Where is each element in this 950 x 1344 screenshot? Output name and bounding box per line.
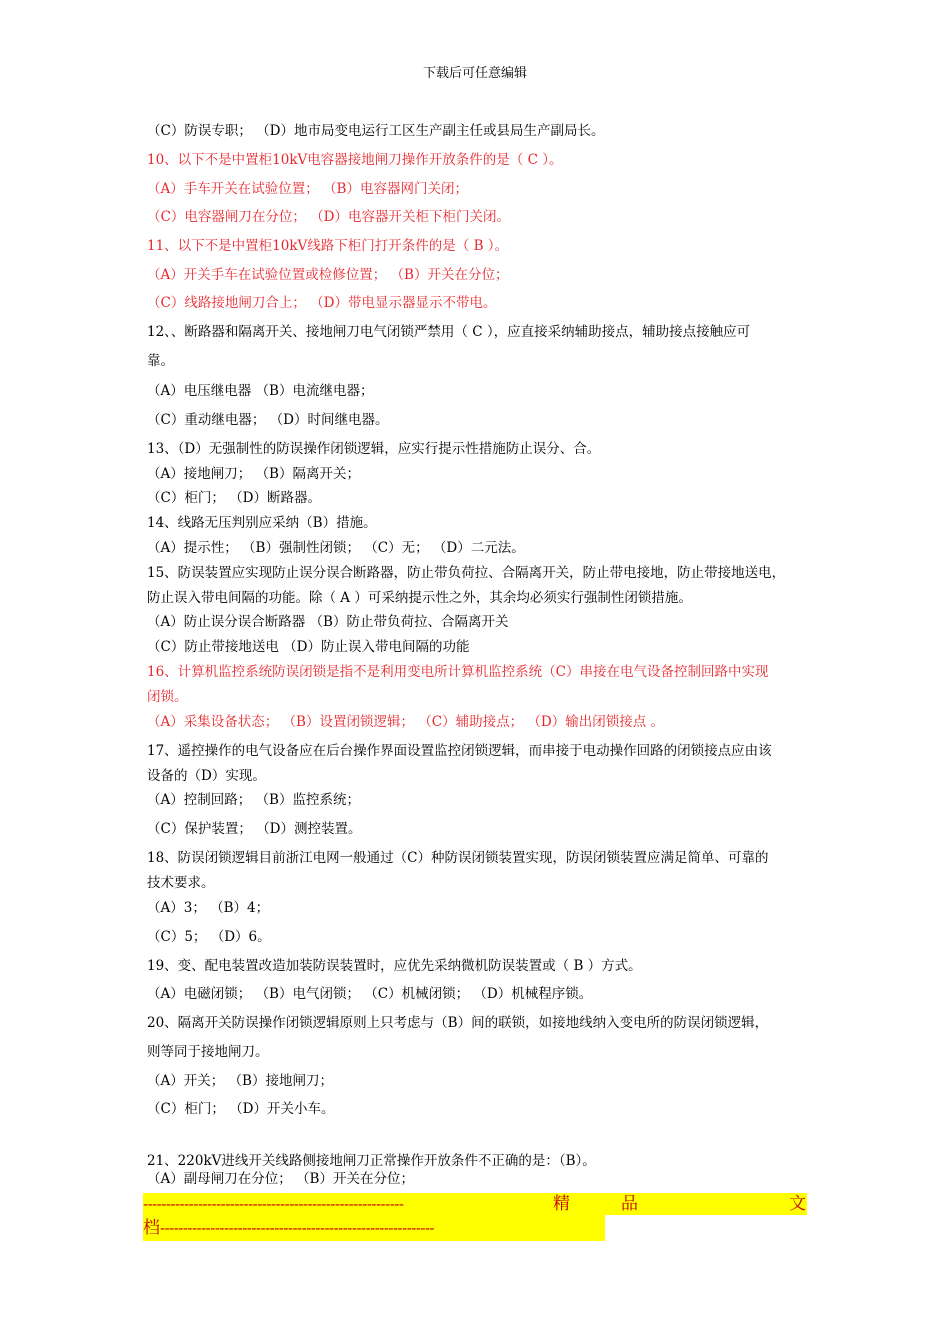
text-line: 12、、断路器和隔离开关、接地闸刀电气闭锁严禁用（ C ），应直接采纳辅助接点，辅助接点接触应可 (147, 324, 751, 340)
text-line: 设备的（D）实现。 (147, 768, 266, 784)
page-header: 下载后可任意编辑 (422, 66, 527, 81)
text-line: （C）柜门； （D）开关小车。 (147, 1101, 335, 1117)
text-line: （C）保护装置； （D）测控装置。 (147, 821, 362, 837)
text-line: 技术要求。 (147, 875, 215, 891)
text-line: （A）接地闸刀； （B）隔离开关； (147, 466, 360, 482)
text-line: （A）3； （B）4； (147, 900, 270, 916)
text-line: （A）副母闸刀在分位； （B）开关在分位； (147, 1171, 414, 1187)
footer-dashes: --------------------------------------------------------- (143, 1195, 404, 1213)
text-line: 18、防误闭锁逻辑目前浙江电网一般通过（C）种防误闭锁装置实现，防误闭锁装置应满足简单、可靠的 (147, 850, 769, 866)
text-line: （A）开关； （B）接地闸刀； (147, 1073, 333, 1089)
text-line: （A）防止误分误合断路器 （B）防止带负荷拉、合隔离开关 (147, 614, 509, 630)
text-line: （A）电磁闭锁； （B）电气闭锁； （C）机械闭锁； （D）机械程序锁。 (147, 986, 593, 1002)
text-line: （C）柜门； （D）断路器。 (147, 490, 321, 506)
text-line: （C）防止带接地送电 （D）防止误入带电间隔的功能 (147, 639, 470, 655)
text-line: 19、变、配电装置改造加装防误装置时，应优先采纳微机防误装置或（ B ）方式。 (147, 958, 642, 974)
footer-banner-line2 (143, 1215, 605, 1241)
text-line: 11、以下不是中置柜10kV线路下柜门打开条件的是（ B ）。 (147, 238, 509, 254)
text-line: 15、防误装置应实现防止误分误合断路器，防止带负荷拉、合隔离开关，防止带电接地，防止带接地送电， (147, 565, 786, 581)
footer-dashes: ------------------------------------------------------------ (160, 1219, 435, 1237)
footer-char: 档 (143, 1218, 160, 1238)
footer-banner-line1 (143, 1193, 807, 1215)
text-line: （C）电容器闸刀在分位； （D）电容器开关柜下柜门关闭。 (147, 209, 510, 225)
text-line: 10、以下不是中置柜10kV电容器接地闸刀操作开放条件的是（ C ）。 (147, 152, 563, 168)
text-line: （C）重动继电器； （D）时间继电器。 (147, 412, 389, 428)
text-line: （A）电压继电器 （B）电流继电器； (147, 383, 374, 399)
text-line: 防止误入带电间隔的功能。除（ A ）可采纳提示性之外，其余均必须实行强制性闭锁措施。 (147, 590, 692, 606)
text-line: 21、220kV进线开关线路侧接地闸刀正常操作开放条件不正确的是：（B）。 (147, 1153, 596, 1169)
footer-char: 文 (789, 1194, 806, 1214)
text-line: 靠。 (147, 353, 174, 369)
text-line: 13、（D）无强制性的防误操作闭锁逻辑，应实行提示性措施防止误分、合。 (147, 441, 601, 457)
text-line: （A）手车开关在试验位置； （B）电容器网门关闭； (147, 181, 468, 197)
text-line: （A）提示性； （B）强制性闭锁； （C）无； （D）二元法。 (147, 540, 525, 556)
footer-char: 品 (621, 1194, 638, 1214)
text-line: 则等同于接地闸刀。 (147, 1044, 269, 1060)
text-line: 闭锁。 (147, 689, 188, 705)
text-line: （A）控制回路； （B）监控系统； (147, 792, 360, 808)
footer-char: 精 (553, 1194, 570, 1214)
text-line: （C）线路接地闸刀合上； （D）带电显示器显示不带电。 (147, 295, 497, 311)
text-line: 20、隔离开关防误操作闭锁逻辑原则上只考虑与（B）间的联锁，如接地线纳入变电所的防误闭锁逻辑， (147, 1015, 769, 1031)
text-line: 16、计算机监控系统防误闭锁是指不是利用变电所计算机监控系统（C）串接在电气设备控制回路中实现 (147, 664, 769, 680)
text-line: （A）采集设备状态； （B）设置闭锁逻辑； （C）辅助接点； （D）输出闭锁接点 。 (147, 714, 664, 730)
text-line: （C）5； （D）6。 (147, 929, 271, 945)
text-line: 14、线路无压判别应采纳（B）措施。 (147, 515, 377, 531)
text-line: （C）防误专职； （D）地市局变电运行工区生产副主任或县局生产副局长。 (147, 123, 605, 139)
text-line: （A）开关手车在试验位置或检修位置； （B）开关在分位； (147, 267, 509, 283)
text-line: 17、遥控操作的电气设备应在后台操作界面设置监控闭锁逻辑，而串接于电动操作回路的闭锁接点应由该 (147, 743, 772, 759)
